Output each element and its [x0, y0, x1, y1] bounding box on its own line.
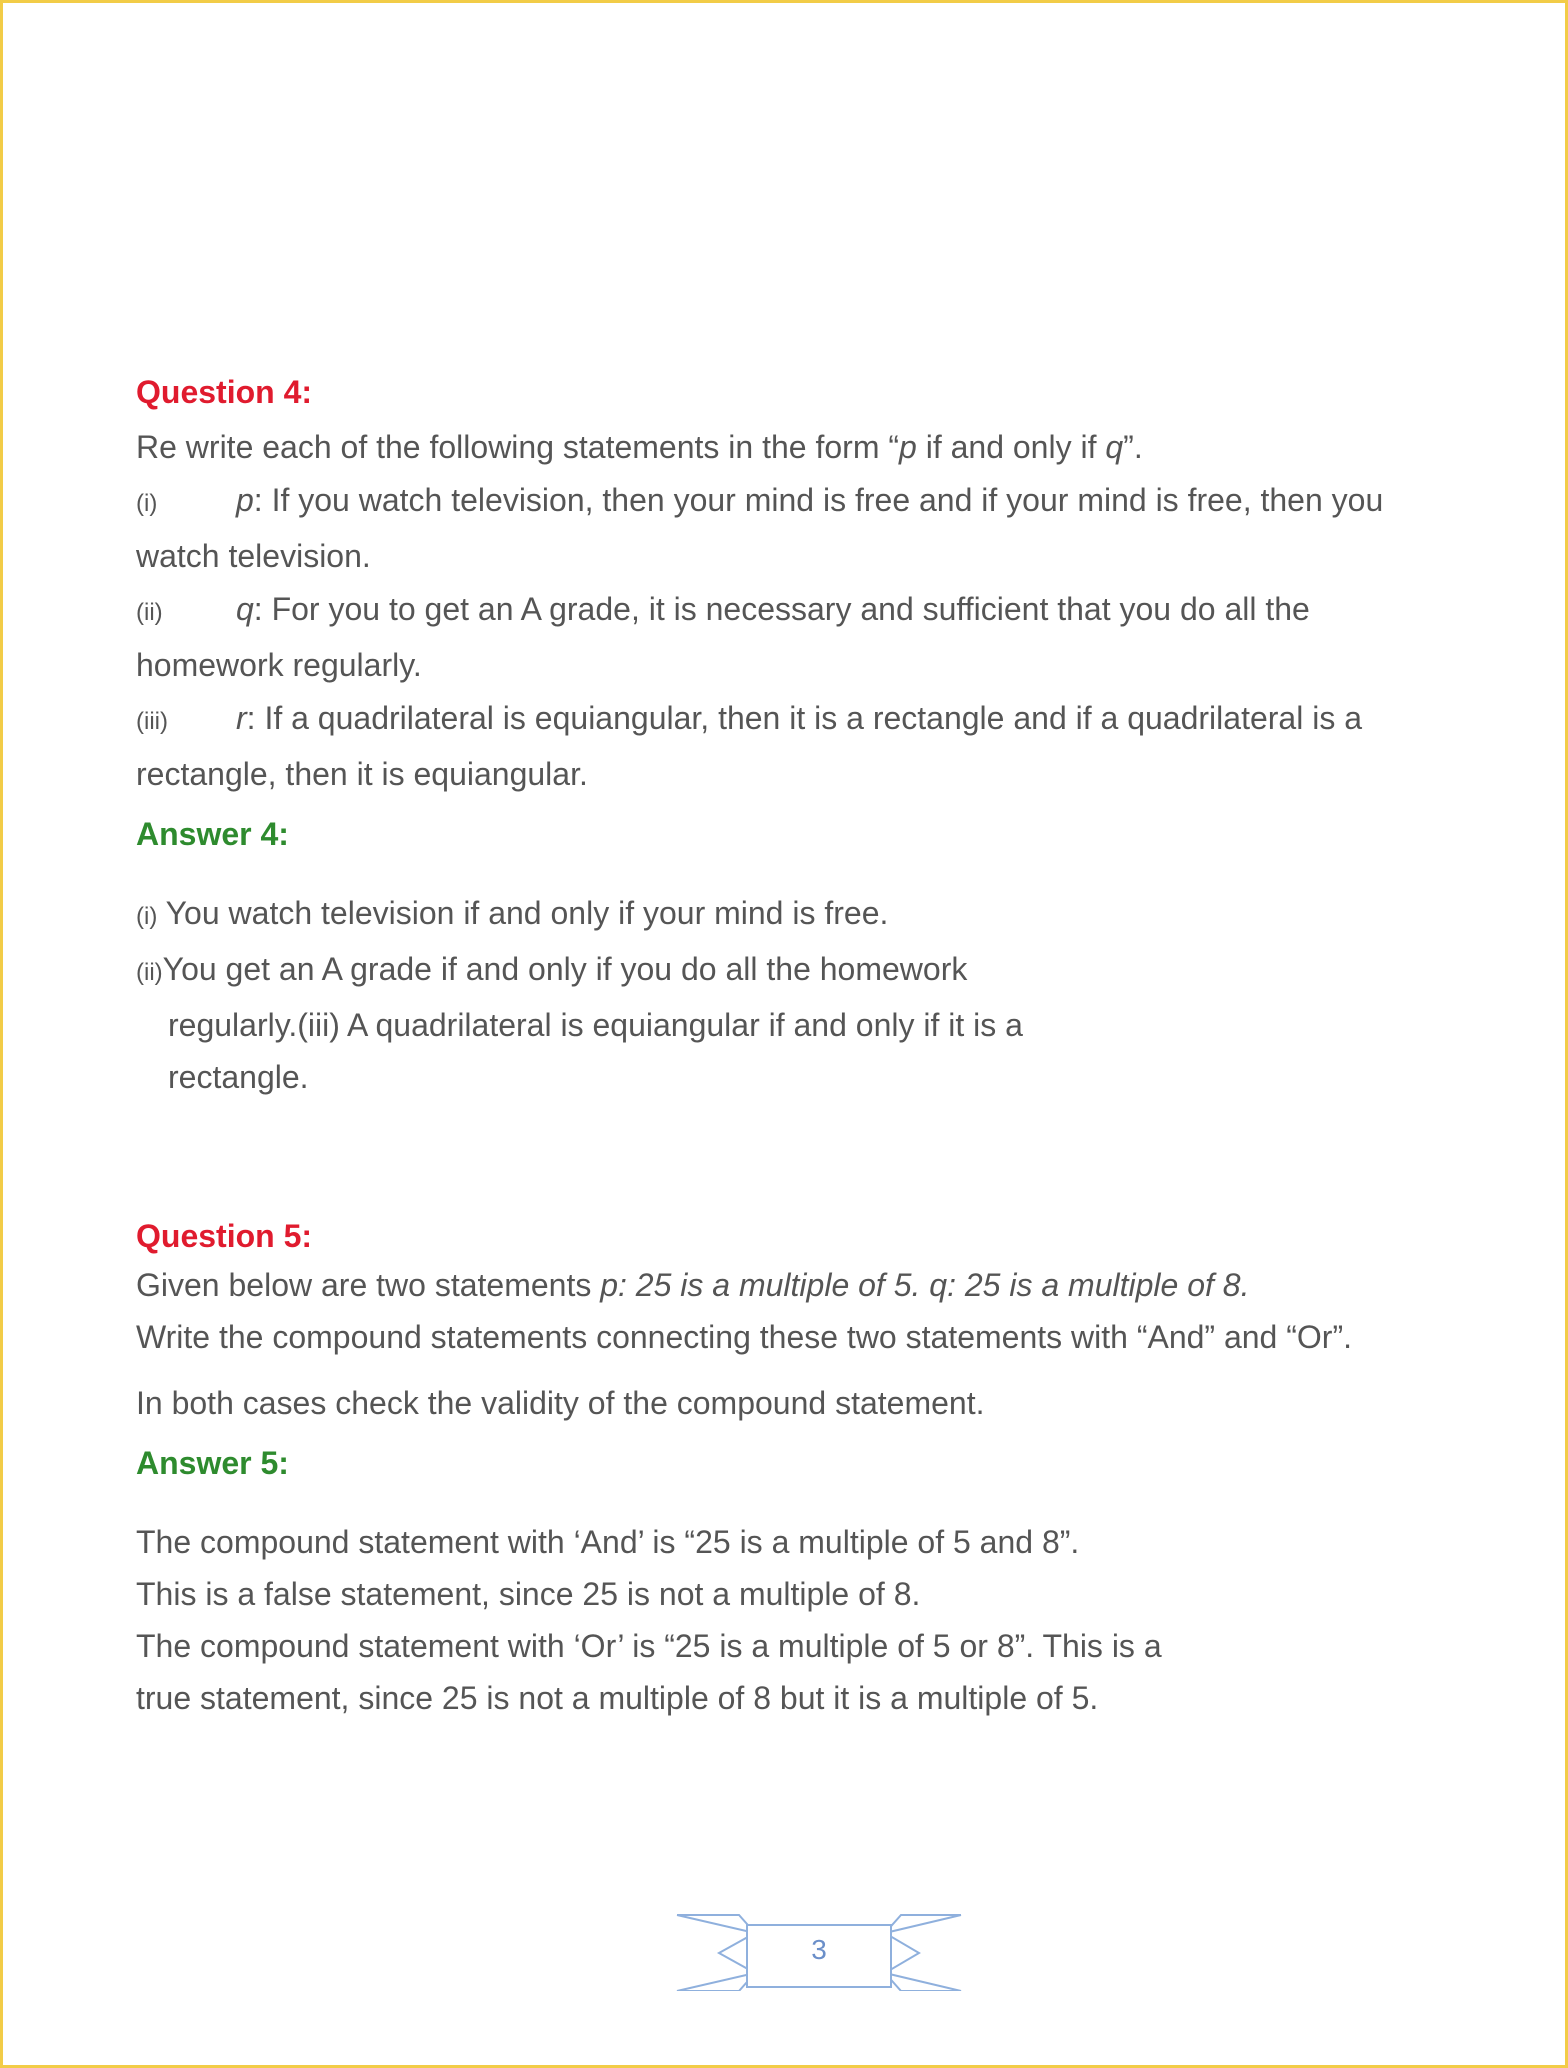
- item-line: [136, 474, 1456, 530]
- q5-p: p: [600, 1267, 619, 1303]
- item-text-cont: watch television.: [136, 538, 371, 574]
- answer-text: You get an A grade if and only if you do all the homework: [162, 951, 968, 987]
- answer-number: (ii): [136, 959, 163, 986]
- intro-mid: if and only if: [916, 429, 1106, 465]
- question-4-item-i: [136, 474, 1456, 583]
- item-text-cont: homework regularly.: [136, 647, 422, 683]
- answer-number: (i): [136, 903, 158, 930]
- answer-5-line-3: The compound statement with ‘Or’ is “25 is a multiple of 5 or 8”. This is a: [136, 1628, 1162, 1664]
- answer-5-line-1: The compound statement with ‘And’ is “25 is a multiple of 5 and 8”.: [136, 1524, 1080, 1560]
- item-variable: q: [236, 591, 254, 627]
- item-variable: p: [236, 482, 254, 518]
- answer-text: You watch television if and only if your mind is free.: [157, 895, 889, 931]
- page-number: 3: [811, 1934, 827, 1965]
- content: [136, 369, 1456, 1724]
- intro-p: p: [899, 429, 917, 465]
- question-5-line-2: Write the compound statements connecting these two statements with “And” and “Or”.: [136, 1319, 1352, 1355]
- answer-5-heading: Answer 5:: [136, 1445, 289, 1481]
- q5-pre: Given below are two statements: [136, 1267, 601, 1303]
- answer-4-body: [136, 887, 1456, 1103]
- question-5-heading: Question 5:: [136, 1218, 313, 1254]
- question-4-item-ii: [136, 583, 1456, 692]
- intro-pre: Re write each of the following statements in the form “: [136, 429, 900, 465]
- item-number: (iii): [136, 708, 168, 735]
- item-number: (ii): [136, 599, 163, 626]
- question-4-heading: Question 4:: [136, 374, 313, 410]
- page-number-ribbon: [675, 1911, 963, 1991]
- item-text: : If a quadrilateral is equiangular, then it is a rectangle and if a quadrilateral is a: [246, 700, 1362, 736]
- answer-5-body: [136, 1516, 1456, 1724]
- intro-post: ”.: [1123, 429, 1143, 465]
- item-text: : If you watch television, then your mind is free and if your mind is free, then you: [253, 482, 1384, 518]
- question-4-item-iii: [136, 692, 1456, 801]
- answer-4-line-1: [136, 887, 1456, 943]
- answer-4-line-4: rectangle.: [168, 1059, 309, 1095]
- item-text: : For you to get an A grade, it is necessary and sufficient that you do all the: [253, 591, 1310, 627]
- answer-5-line-4: true statement, since 25 is not a multiple of 8 but it is a multiple of 5.: [136, 1680, 1099, 1716]
- item-variable: r: [236, 700, 247, 736]
- q5-statements: : 25 is a multiple of 5. q: 25 is a multiple of 8.: [618, 1267, 1250, 1303]
- answer-5-line-2: This is a false statement, since 25 is not a multiple of 8.: [136, 1576, 921, 1612]
- item-text-cont: rectangle, then it is equiangular.: [136, 756, 588, 792]
- question-5-line-3: In both cases check the validity of the compound statement.: [136, 1385, 985, 1421]
- answer-4-line-3: regularly.(iii) A quadrilateral is equiangular if and only if it is a: [168, 1007, 1023, 1043]
- question-4-intro: [136, 421, 1456, 474]
- question-5-line-1: [136, 1259, 1456, 1311]
- item-line: [136, 583, 1456, 639]
- answer-4-heading: Answer 4:: [136, 816, 289, 852]
- item-number: (i): [136, 490, 158, 517]
- intro-q: q: [1105, 429, 1124, 465]
- answer-4-line-2: [136, 943, 1456, 999]
- item-line: [136, 692, 1456, 748]
